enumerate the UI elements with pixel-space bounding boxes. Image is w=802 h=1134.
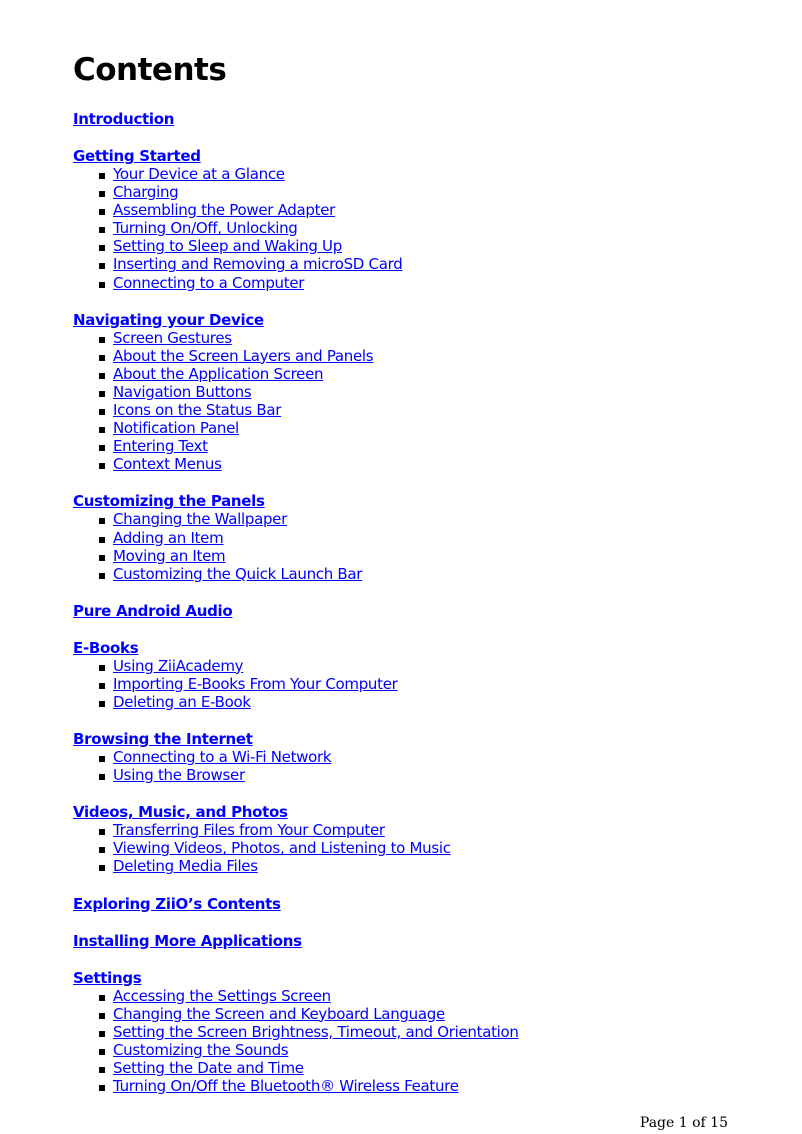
- square-bullet-icon: [99, 847, 105, 853]
- toc-item-list: [73, 165, 773, 292]
- toc-item-link[interactable]: Moving an Item: [113, 546, 226, 565]
- square-bullet-icon: [99, 555, 105, 561]
- toc-section-pure-android-audio: [73, 601, 773, 620]
- toc-item: [99, 547, 773, 565]
- toc-section-link[interactable]: Browsing the Internet: [73, 730, 253, 749]
- toc-item-link[interactable]: Transferring Files from Your Computer: [113, 821, 385, 840]
- square-bullet-icon: [99, 829, 105, 835]
- toc-item: [99, 675, 773, 693]
- toc-item: [99, 1077, 773, 1095]
- toc-section-e-books: [73, 638, 773, 711]
- toc-item: [99, 419, 773, 437]
- toc-section-link[interactable]: Customizing the Panels: [73, 492, 265, 511]
- square-bullet-icon: [99, 373, 105, 379]
- square-bullet-icon: [99, 1067, 105, 1073]
- toc-item: [99, 237, 773, 255]
- square-bullet-icon: [99, 173, 105, 179]
- square-bullet-icon: [99, 865, 105, 871]
- toc-section-link[interactable]: Pure Android Audio: [73, 601, 233, 620]
- toc-item-link[interactable]: Screen Gestures: [113, 328, 232, 347]
- toc-item: [99, 219, 773, 237]
- square-bullet-icon: [99, 665, 105, 671]
- square-bullet-icon: [99, 683, 105, 689]
- toc-item-link[interactable]: Using the Browser: [113, 766, 245, 785]
- square-bullet-icon: [99, 1031, 105, 1037]
- toc-item: [99, 383, 773, 401]
- page-number: Page 1 of 15: [639, 1115, 728, 1131]
- toc-item-list: [73, 657, 773, 711]
- toc-item-link[interactable]: Turning On/Off the Bluetooth® Wireless Feature: [113, 1077, 459, 1095]
- toc-item-link[interactable]: About the Screen Layers and Panels: [113, 346, 374, 365]
- square-bullet-icon: [99, 227, 105, 233]
- toc-item: [99, 529, 773, 547]
- toc-item-link[interactable]: Customizing the Sounds: [113, 1040, 289, 1059]
- toc-item-link[interactable]: Importing E-Books From Your Computer: [113, 674, 398, 693]
- toc-item: [99, 455, 773, 473]
- toc-item-list: [73, 987, 773, 1096]
- toc-item: [99, 1005, 773, 1023]
- toc-item-link[interactable]: Entering Text: [113, 437, 208, 456]
- toc-item: [99, 766, 773, 784]
- toc-section-settings: [73, 968, 773, 1096]
- toc-section-link[interactable]: Getting Started: [73, 147, 201, 165]
- square-bullet-icon: [99, 1013, 105, 1019]
- toc-item-link[interactable]: Setting to Sleep and Waking Up: [113, 237, 342, 256]
- toc-item-link[interactable]: Changing the Wallpaper: [113, 510, 287, 529]
- toc-item: [99, 693, 773, 711]
- toc-item: [99, 183, 773, 201]
- toc-section-link[interactable]: Settings: [73, 968, 142, 987]
- square-bullet-icon: [99, 1049, 105, 1055]
- toc-section-exploring-ziio-s-contents: [73, 894, 773, 913]
- toc-item-link[interactable]: Inserting and Removing a microSD Card: [113, 255, 403, 274]
- toc-section-link[interactable]: Navigating your Device: [73, 310, 264, 329]
- toc-item-link[interactable]: Notification Panel: [113, 419, 239, 438]
- toc-item: [99, 329, 773, 347]
- toc-item-link[interactable]: Deleting an E-Book: [113, 692, 251, 711]
- square-bullet-icon: [99, 537, 105, 543]
- toc-section-navigating-your-device: [73, 310, 773, 474]
- toc-item: [99, 437, 773, 455]
- toc-item-link[interactable]: Setting the Screen Brightness, Timeout, and Orientation: [113, 1022, 519, 1041]
- toc-item-link[interactable]: Connecting to a Wi-Fi Network: [113, 748, 332, 767]
- toc-item-link[interactable]: Navigation Buttons: [113, 382, 252, 401]
- toc-section-link[interactable]: Videos, Music, and Photos: [73, 803, 288, 822]
- toc-section-installing-more-applications: [73, 931, 773, 950]
- square-bullet-icon: [99, 191, 105, 197]
- toc-item: [99, 255, 773, 273]
- toc-item-link[interactable]: Charging: [113, 183, 179, 202]
- toc-item-link[interactable]: Changing the Screen and Keyboard Language: [113, 1004, 445, 1023]
- toc-item-link[interactable]: Turning On/Off, Unlocking: [113, 219, 298, 238]
- square-bullet-icon: [99, 756, 105, 762]
- square-bullet-icon: [99, 355, 105, 361]
- toc-item-link[interactable]: Setting the Date and Time: [113, 1058, 304, 1077]
- toc-item-link[interactable]: Assembling the Power Adapter: [113, 201, 335, 220]
- toc-section-link[interactable]: Introduction: [73, 110, 175, 128]
- square-bullet-icon: [99, 245, 105, 251]
- square-bullet-icon: [99, 209, 105, 215]
- toc-item: [99, 201, 773, 219]
- toc-section-link[interactable]: E-Books: [73, 638, 139, 657]
- toc-item: [99, 347, 773, 365]
- square-bullet-icon: [99, 995, 105, 1001]
- toc-item-link[interactable]: Your Device at a Glance: [113, 165, 285, 183]
- square-bullet-icon: [99, 263, 105, 269]
- toc-item-link[interactable]: Using ZiiAcademy: [113, 656, 244, 675]
- square-bullet-icon: [99, 427, 105, 433]
- toc-item-link[interactable]: Deleting Media Files: [113, 857, 258, 876]
- toc-item: [99, 1059, 773, 1077]
- toc-item-link[interactable]: Icons on the Status Bar: [113, 401, 282, 420]
- toc-item: [99, 657, 773, 675]
- square-bullet-icon: [99, 391, 105, 397]
- toc-section-getting-started: [73, 146, 773, 292]
- square-bullet-icon: [99, 701, 105, 707]
- square-bullet-icon: [99, 518, 105, 524]
- toc-item-link[interactable]: About the Application Screen: [113, 364, 324, 383]
- toc-item-link[interactable]: Connecting to a Computer: [113, 273, 305, 292]
- toc-section-link[interactable]: Installing More Applications: [73, 931, 302, 950]
- toc-section-customizing-the-panels: [73, 491, 773, 582]
- toc-item: [99, 821, 773, 839]
- toc-item-link[interactable]: Adding an Item: [113, 528, 224, 547]
- toc-item: [99, 839, 773, 857]
- square-bullet-icon: [99, 1085, 105, 1091]
- toc-item-link[interactable]: Context Menus: [113, 455, 222, 474]
- square-bullet-icon: [99, 573, 105, 579]
- toc-section-videos-music-and-photos: [73, 802, 773, 875]
- square-bullet-icon: [99, 409, 105, 415]
- toc-item-list: [73, 748, 773, 784]
- square-bullet-icon: [99, 282, 105, 288]
- toc-section-link[interactable]: Exploring ZiiO’s Contents: [73, 894, 281, 913]
- toc-item: [99, 365, 773, 383]
- toc-item-list: [73, 821, 773, 875]
- toc-item: [99, 274, 773, 292]
- toc-item: [99, 510, 773, 528]
- square-bullet-icon: [99, 337, 105, 343]
- toc-item: [99, 987, 773, 1005]
- square-bullet-icon: [99, 774, 105, 780]
- table-of-contents: [73, 109, 773, 1113]
- toc-item: [99, 857, 773, 875]
- square-bullet-icon: [99, 445, 105, 451]
- toc-item: [99, 165, 773, 183]
- toc-item: [99, 1041, 773, 1059]
- toc-item: [99, 401, 773, 419]
- toc-item-list: [73, 329, 773, 474]
- toc-section-browsing-the-internet: [73, 729, 773, 784]
- toc-item-link[interactable]: Customizing the Quick Launch Bar: [113, 564, 363, 583]
- square-bullet-icon: [99, 463, 105, 469]
- toc-item-link[interactable]: Accessing the Settings Screen: [113, 986, 331, 1005]
- page-title: Contents: [73, 52, 227, 88]
- toc-item: [99, 1023, 773, 1041]
- toc-item: [99, 565, 773, 583]
- toc-item-link[interactable]: Viewing Videos, Photos, and Listening to Music: [113, 839, 451, 858]
- toc-section-introduction: [73, 109, 773, 128]
- toc-item-list: [73, 510, 773, 582]
- toc-item: [99, 748, 773, 766]
